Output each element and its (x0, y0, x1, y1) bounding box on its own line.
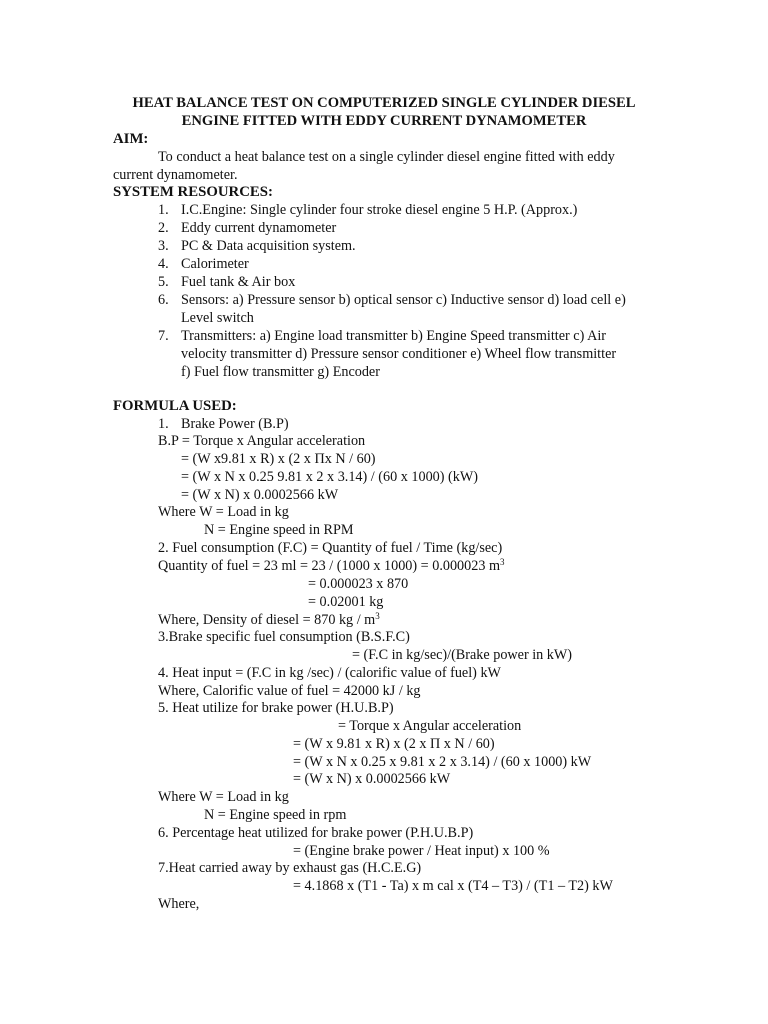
list-item (158, 327, 658, 381)
system-resources-list (158, 201, 658, 381)
list-item-text: Transmitters: a) Engine load transmitter b) Engine Speed transmitter c) Air (181, 328, 607, 344)
list-item-number: 1. (158, 202, 169, 218)
bp-definition: B.P = Torque x Angular acceleration (158, 433, 366, 449)
fc-quantity-exponent: 3 (500, 557, 505, 567)
bsfc-equation: = (F.C in kg/sec)/(Brake power in kW) (352, 647, 573, 663)
hubp-equation-2: = (W x N x 0.25 x 9.81 x 2 x 3.14) / (60 x 1000) kW (293, 754, 592, 770)
list-item-number: 5. (158, 274, 169, 290)
phubp-equation: = (Engine brake power / Heat input) x 100 % (293, 843, 550, 859)
hubp-where-w: Where W = Load in kg (158, 789, 289, 805)
bp-equation-3: = (W x N) x 0.0002566 kW (181, 487, 339, 503)
list-item-number: 7. (158, 328, 169, 344)
bp-item-label: Brake Power (B.P) (181, 416, 289, 432)
document-title-line-1: HEAT BALANCE TEST ON COMPUTERIZED SINGLE CYLINDER DIESEL (132, 95, 636, 111)
bp-equation-2: = (W x N x 0.25 9.81 x 2 x 3.14) / (60 x 1000) (kW) (181, 469, 478, 485)
fc-title: 2. Fuel consumption (F.C) = Quantity of fuel / Time (kg/sec) (158, 540, 503, 556)
formula-heading: FORMULA USED: (113, 398, 237, 414)
heat-input-title: 4. Heat input = (F.C in kg /sec) / (calorific value of fuel) kW (158, 665, 501, 681)
phubp-title: 6. Percentage heat utilized for brake power (P.H.U.B.P) (158, 825, 474, 841)
where-label: Where, (158, 896, 200, 912)
fc-density-exponent: 3 (375, 611, 380, 621)
list-item-text: PC & Data acquisition system. (181, 238, 356, 254)
list-item (158, 201, 658, 219)
bsfc-title: 3.Brake specific fuel consumption (B.S.F.C) (158, 629, 410, 645)
document-title-line-2: ENGINE FITTED WITH EDDY CURRENT DYNAMOMETER (181, 113, 587, 129)
list-item-text: f) Fuel flow transmitter g) Encoder (181, 364, 380, 380)
aim-heading: AIM: (113, 131, 149, 147)
fc-density (158, 611, 380, 629)
bp-where-w: Where W = Load in kg (158, 504, 289, 520)
fc-quantity-text: Quantity of fuel = 23 ml = 23 / (1000 x 1000) = 0.000023 m (158, 558, 501, 574)
hubp-equation-0: = Torque x Angular acceleration (338, 718, 522, 734)
hubp-title: 5. Heat utilize for brake power (H.U.B.P) (158, 700, 394, 716)
list-item-number: 4. (158, 256, 169, 272)
list-item (158, 273, 658, 291)
fc-density-text: Where, Density of diesel = 870 kg / m (158, 612, 376, 628)
hceg-title: 7.Heat carried away by exhaust gas (H.C.E.G) (158, 860, 422, 876)
list-item-number: 3. (158, 238, 169, 254)
aim-text-line-2: current dynamometer. (113, 167, 238, 183)
list-item-text: Sensors: a) Pressure sensor b) optical sensor c) Inductive sensor d) load cell e) (181, 292, 626, 308)
list-item (158, 237, 658, 255)
list-item-text: I.C.Engine: Single cylinder four stroke diesel engine 5 H.P. (Approx.) (181, 202, 578, 218)
list-item-text: Calorimeter (181, 256, 249, 272)
aim-text-line-1: To conduct a heat balance test on a single cylinder diesel engine fitted with eddy (158, 149, 615, 165)
hubp-where-n: N = Engine speed in rpm (204, 807, 347, 823)
hubp-equation-3: = (W x N) x 0.0002566 kW (293, 771, 451, 787)
heat-input-where: Where, Calorific value of fuel = 42000 kJ / kg (158, 683, 421, 699)
bp-equation-1: = (W x9.81 x R) x (2 x Πx N / 60) (181, 451, 376, 467)
list-item-text: Fuel tank & Air box (181, 274, 296, 290)
bp-item-number: 1. (158, 416, 169, 432)
list-item (158, 219, 658, 237)
system-resources-heading: SYSTEM RESOURCES: (113, 184, 273, 200)
list-item-text: Level switch (181, 310, 254, 326)
list-item-number: 6. (158, 292, 169, 308)
bp-where-n: N = Engine speed in RPM (204, 522, 354, 538)
list-item-number: 2. (158, 220, 169, 236)
hubp-equation-1: = (W x 9.81 x R) x (2 x Π x N / 60) (293, 736, 495, 752)
list-item (158, 255, 658, 273)
hceg-equation: = 4.1868 x (T1 - Ta) x m cal x (T4 – T3) / (T1 – T2) kW (293, 878, 613, 894)
list-item-text: Eddy current dynamometer (181, 220, 337, 236)
fc-equation-1: = 0.000023 x 870 (308, 576, 409, 592)
fc-quantity (158, 557, 505, 575)
list-item (158, 291, 658, 327)
fc-equation-2: = 0.02001 kg (308, 594, 384, 610)
list-item-text: velocity transmitter d) Pressure sensor conditioner e) Wheel flow transmitter (181, 346, 617, 362)
